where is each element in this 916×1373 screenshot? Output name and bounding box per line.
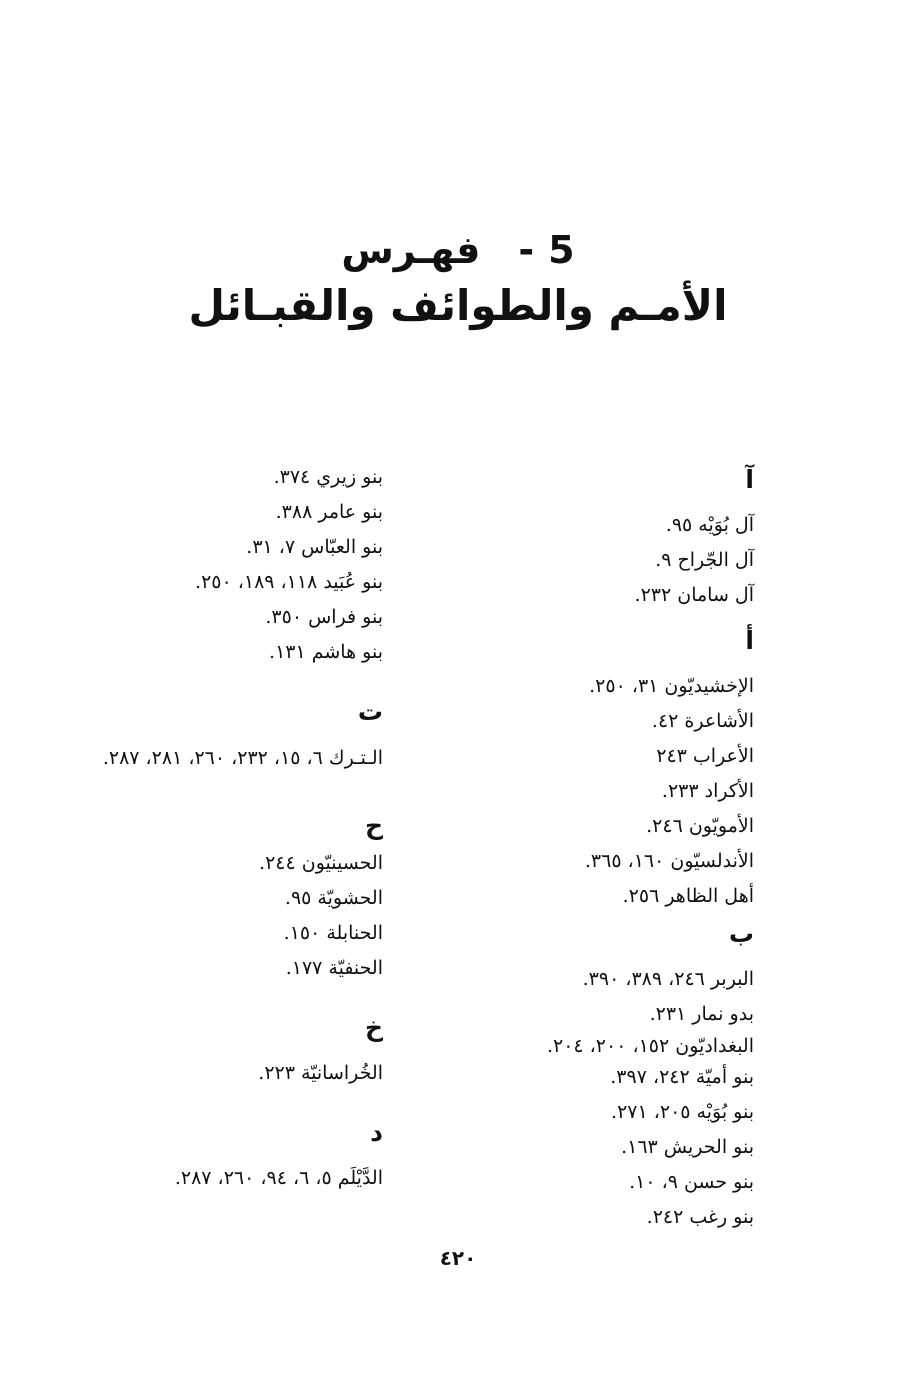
- index-entry: أهل الظاهر ٢٥٦.: [622, 885, 754, 907]
- index-entry: بنو هاشم ١٣١.: [269, 641, 383, 663]
- index-entry: الدَّيْلَم ٥، ٦، ٩٤، ٢٦٠، ٢٨٧.: [174, 1167, 383, 1189]
- index-entry: بدو نمار ٢٣١.: [649, 1003, 754, 1025]
- index-word: فهـرس: [341, 228, 481, 272]
- index-entry: آل الجّراح ٩.: [655, 549, 754, 571]
- section-letter-kha: خ: [364, 1013, 383, 1042]
- index-entry: الأعراب ٢٤٣: [656, 745, 754, 767]
- index-entry: الأندلسيّون ١٦٠، ٣٦٥.: [584, 850, 754, 872]
- index-entry: الأكراد ٢٣٣.: [661, 780, 754, 802]
- index-entry: آل سامان ٢٣٢.: [634, 584, 754, 606]
- index-entry: بنو رغب ٢٤٢.: [646, 1206, 754, 1228]
- section-letter-ba: ب: [728, 919, 754, 948]
- index-entry: الخُراسانيّة ٢٢٣.: [258, 1062, 383, 1084]
- index-entry: الإخشيديّون ٣١، ٢٥٠.: [589, 675, 754, 697]
- index-entry: بنو العبّاس ٧، ٣١.: [246, 536, 383, 558]
- index-entry: الحسينيّون ٢٤٤.: [259, 852, 383, 874]
- index-entry: آل بُوَيْه ٩٥.: [665, 514, 754, 536]
- index-entry: الحنفيّة ١٧٧.: [285, 957, 383, 979]
- index-number: 5: [548, 228, 575, 272]
- section-letter-alef-hamza: أ: [745, 626, 754, 655]
- section-letter-alef-madda: آ: [745, 465, 754, 494]
- index-entry: بنو أميّة ٢٤٢، ٣٩٧.: [610, 1066, 754, 1088]
- index-entry: الحنابلة ١٥٠.: [283, 922, 383, 944]
- title-dash: -: [518, 228, 535, 272]
- index-entry: بنو فراس ٣٥٠.: [265, 606, 383, 628]
- index-number-title: [0, 225, 916, 275]
- section-letter-dal: د: [370, 1118, 383, 1147]
- index-entry: بنو بُوَيْه ٢٠٥، ٢٧١.: [611, 1101, 754, 1123]
- index-entry: بنو حسن ٩، ١٠.: [629, 1171, 754, 1193]
- index-entry: البغداديّون ١٥٢، ٢٠٠، ٢٠٤.: [546, 1035, 754, 1057]
- index-entry: بنو الحريش ١٦٣.: [621, 1136, 754, 1158]
- section-letter-ha: ح: [364, 811, 383, 840]
- index-entry: الـتـرك ٦، ١٥، ٢٣٢، ٢٦٠، ٢٨١، ٢٨٧.: [102, 747, 383, 769]
- index-entry: بنو زيري ٣٧٤.: [273, 466, 383, 488]
- left-column: [53, 460, 383, 1196]
- index-entry: الأمويّون ٢٤٦.: [646, 815, 754, 837]
- index-entry: الحشويّة ٩٥.: [284, 887, 383, 909]
- section-letter-ta: ت: [357, 697, 383, 726]
- index-entry: الأشاعرة ٤٢.: [651, 710, 754, 732]
- page-number: ٤٢٠: [439, 1246, 477, 1270]
- index-entry: بنو عُبَيد ١١٨، ١٨٩، ٢٥٠.: [195, 571, 383, 593]
- index-subtitle: الأمـم والطوائف والقبـائل: [188, 281, 728, 330]
- index-entry: البربر ٢٤٦، ٣٨٩، ٣٩٠.: [582, 968, 754, 990]
- index-entry: بنو عامر ٣٨٨.: [275, 501, 383, 523]
